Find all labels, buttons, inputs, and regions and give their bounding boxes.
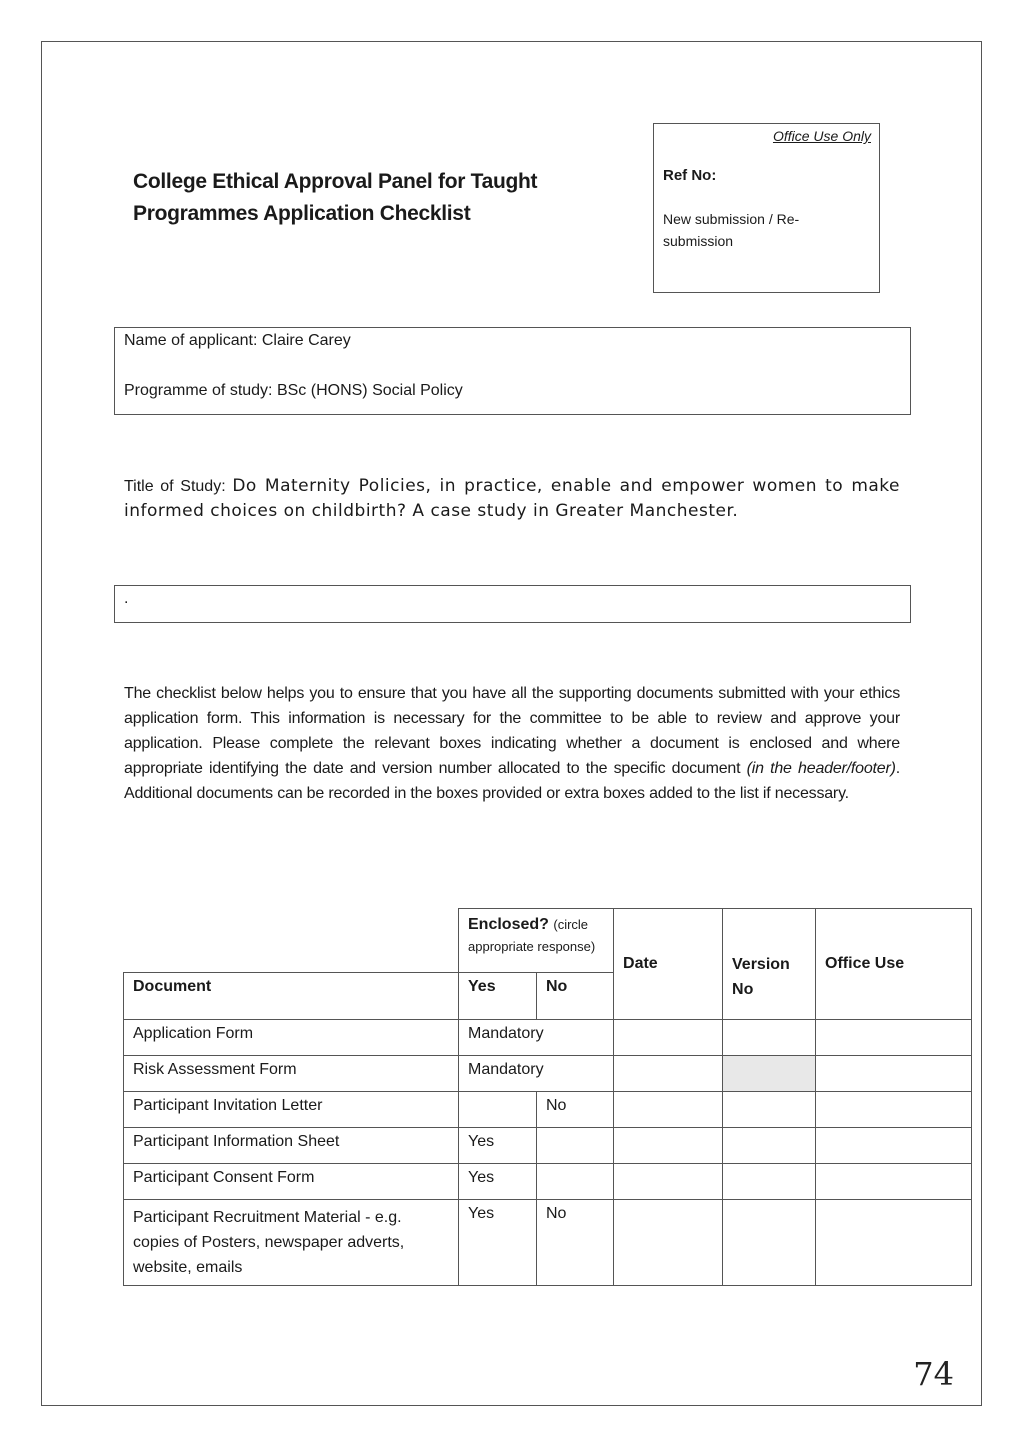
intro-text-before: The checklist below helps you to ensure that you have all the supporting documents submitted with your ethics application form. This information is necessary for the committee to be able to review and approve your application. Please complete the relevant boxes indicating whether a document is enclosed and where appropriate identifying the date and version number allocated to the specific document xyxy=(124,685,900,777)
office-use-cell xyxy=(816,1020,972,1056)
blank-field-content: . xyxy=(124,590,129,607)
office-use-cell xyxy=(816,1092,972,1128)
office-use-header: Office Use xyxy=(816,909,972,1020)
office-use-cell xyxy=(816,1164,972,1200)
form-title-line-2: Programmes Application Checklist xyxy=(133,202,471,225)
ref-no-label: Ref No: xyxy=(663,167,717,184)
no-cell[interactable]: No xyxy=(537,1092,614,1128)
version-cell-shaded xyxy=(723,1056,816,1092)
date-cell[interactable] xyxy=(614,1092,723,1128)
version-cell[interactable] xyxy=(723,1164,816,1200)
office-use-box xyxy=(653,123,880,293)
table-header-row xyxy=(124,909,972,973)
version-cell[interactable] xyxy=(723,1092,816,1128)
study-title xyxy=(124,474,900,524)
version-cell[interactable] xyxy=(723,1128,816,1164)
date-header: Date xyxy=(614,909,723,1020)
document-cell: Participant Consent Form xyxy=(124,1164,459,1200)
office-use-cell xyxy=(816,1128,972,1164)
checklist-intro xyxy=(124,681,900,806)
yes-cell[interactable]: Yes xyxy=(459,1200,537,1286)
yes-cell[interactable] xyxy=(459,1092,537,1128)
yes-cell[interactable]: Yes xyxy=(459,1164,537,1200)
document-cell: Participant Invitation Letter xyxy=(124,1092,459,1128)
submission-type: New submission / Re-submission xyxy=(663,211,800,249)
document-cell: Risk Assessment Form xyxy=(124,1056,459,1092)
table-row xyxy=(124,1056,972,1092)
document-header: Document xyxy=(124,973,459,1020)
programme-of-study: Programme of study: BSc (HONS) Social Policy xyxy=(124,382,463,399)
office-use-label: Office Use Only xyxy=(772,128,871,144)
table-row xyxy=(124,1200,972,1286)
date-cell[interactable] xyxy=(614,1200,723,1286)
study-title-label: Title of Study: xyxy=(124,478,226,495)
study-title-value: Do Maternity Policies, in practice, enable and empower women to make informed choices on childbirth? A case study in Greater Manchester. xyxy=(124,476,900,521)
no-cell[interactable]: No xyxy=(537,1200,614,1286)
form-title-line-1: College Ethical Approval Panel for Taught xyxy=(133,170,538,193)
version-cell[interactable] xyxy=(723,1200,816,1286)
office-use-cell xyxy=(816,1056,972,1092)
enclosed-label: Enclosed? xyxy=(468,916,549,933)
table-row xyxy=(124,1020,972,1056)
date-cell[interactable] xyxy=(614,1164,723,1200)
date-cell[interactable] xyxy=(614,1128,723,1164)
document-cell: Application Form xyxy=(124,1020,459,1056)
enclosed-cell: Mandatory xyxy=(459,1020,614,1056)
applicant-box xyxy=(114,327,911,415)
version-cell[interactable] xyxy=(723,1020,816,1056)
form-title xyxy=(133,166,613,230)
date-cell[interactable] xyxy=(614,1056,723,1092)
table-row xyxy=(124,1128,972,1164)
document-cell: Participant Recruitment Material - e.g. copies of Posters, newspaper adverts, website, emails xyxy=(124,1200,459,1286)
applicant-name: Name of applicant: Claire Carey xyxy=(124,332,351,349)
intro-text-after: . Additional documents can be recorded in the boxes provided or extra boxes added to the list if necessary. xyxy=(124,760,901,802)
date-cell[interactable] xyxy=(614,1020,723,1056)
table-row xyxy=(124,1164,972,1200)
yes-cell[interactable]: Yes xyxy=(459,1128,537,1164)
office-use-cell xyxy=(816,1200,972,1286)
enclosed-cell: Mandatory xyxy=(459,1056,614,1092)
yes-header: Yes xyxy=(459,973,537,1020)
header-blank-cell xyxy=(124,909,459,973)
page-number: 74 xyxy=(913,1355,954,1393)
document-cell: Participant Information Sheet xyxy=(124,1128,459,1164)
enclosed-header xyxy=(459,909,614,973)
blank-field-box xyxy=(114,585,911,623)
no-cell[interactable] xyxy=(537,1128,614,1164)
enclosed-note: (circle appropriate response) xyxy=(468,917,596,954)
version-header: Version No xyxy=(723,909,816,1020)
table-row xyxy=(124,1092,972,1128)
checklist-table xyxy=(123,908,972,1286)
no-cell[interactable] xyxy=(537,1164,614,1200)
intro-italic: (in the header/footer) xyxy=(746,760,896,777)
no-header: No xyxy=(537,973,614,1020)
